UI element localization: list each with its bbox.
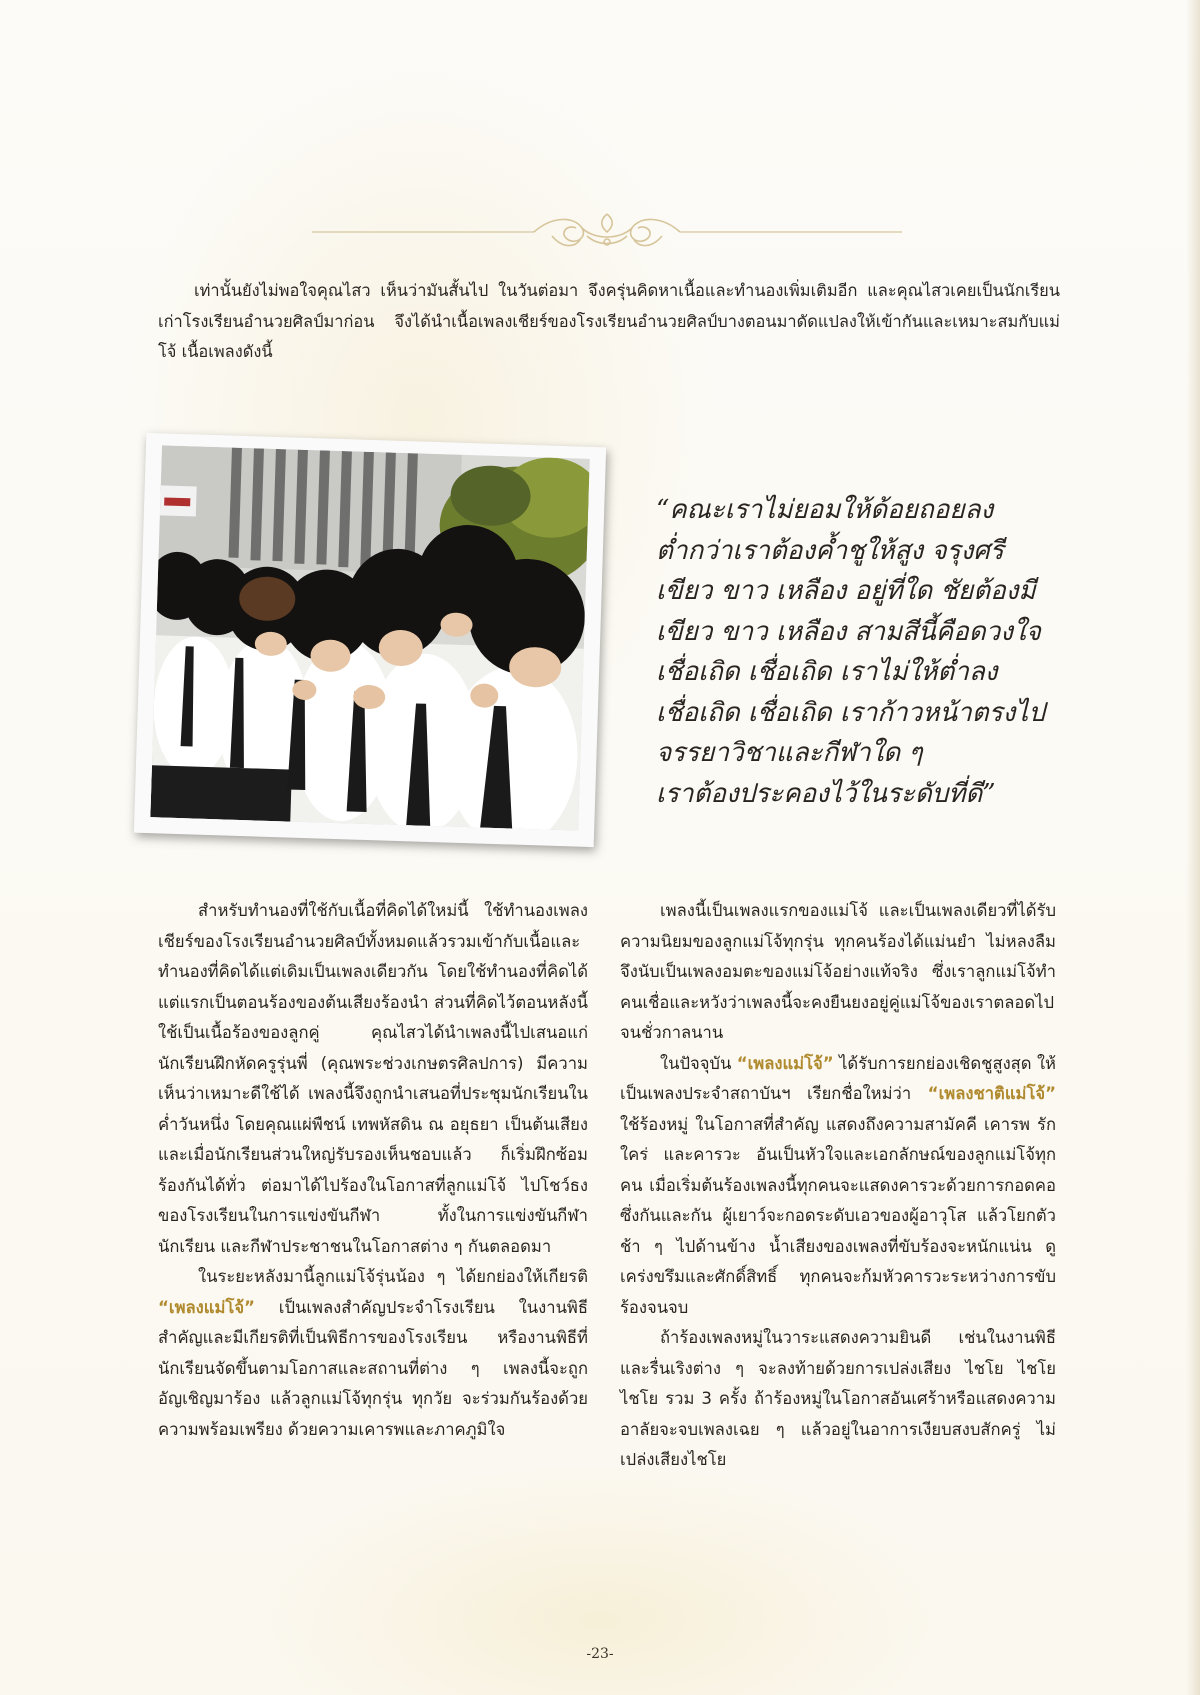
song-lyrics: [656, 490, 1086, 814]
lyric-line: เขียว ขาว เหลือง สามสีนี้คือดวงใจ: [656, 616, 1041, 647]
song-title-highlight: “เพลงแม่โจ้”: [736, 1053, 834, 1073]
lyric-line: “คณะเราไม่ยอมให้ด้อยถอยลง: [656, 495, 994, 525]
left-p2-text-a: ในระยะหลังมานี้ลูกแม่โจ้รุ่นน้อง ๆ ได้ยกย่องให้เกียรติ: [198, 1267, 588, 1286]
right-p2-text-a: ในปัจจุบัน: [660, 1053, 732, 1073]
lyric-line: เราต้องประคองไว้ในระดับที่ดี”: [656, 778, 996, 809]
lyric-line: เชื่อเถิด เชื่อเถิด เราไม่ให้ต่ำลง: [656, 657, 998, 687]
song-title-highlight: “เพลงแม่โจ้”: [158, 1297, 255, 1317]
right-column: [620, 896, 1056, 1476]
left-column: [158, 896, 588, 1445]
intro-paragraph: เท่านั้นยังไม่พอใจคุณไสว เห็นว่ามันสั้นไป ในวันต่อมา จึงครุ่นคิดหาเนื้อและทำนองเพิ่มเติมอีก และคุณไสวเคยเป็นนักเรียนเก่าโรงเรียนอำนวยศิลป์มาก่อน จึงได้นำเนื้อเพลงเชียร์ของโรงเรียนอำนวยศิลป์บางตอนมาดัดแปลงให้เข้ากันและเหมาะสมกับแม่โจ้ เนื้อเพลงดังนี้: [158, 281, 1060, 361]
students-bowing-photo: [150, 445, 589, 830]
right-p2-text-b: ได้รับการยกย่องเชิดชูสูงสุด ให้เป็นเพลงประจำสถาบันฯ เรียกชื่อใหม่ว่า: [620, 1053, 1056, 1103]
page-number: -23-: [586, 1646, 614, 1662]
photo-frame: [134, 433, 606, 847]
lyric-line: เชื่อเถิด เชื่อเถิด เราก้าวหน้าตรงไป: [656, 697, 1045, 728]
left-p2-text-b: เป็นเพลงสำคัญประจำโรงเรียน ในงานพิธีสำคัญและมีเกียรติที่เป็นพิธีการของโรงเรียน หรืองานพิธีที่นักเรียนจัดขึ้นตามโอกาสและสถานที่ต่าง ๆ เพลงนี้จะถูกอัญเชิญมาร้อง แล้วลูกแม่โจ้ทุกรุ่น ทุกวัย จะร่วมกันร้องด้วยความพร้อมเพรียง ด้วยความเคารพและภาคภูมิใจ: [158, 1297, 588, 1439]
lyric-line: จรรยาวิชาและกีฬาใด ๆ: [656, 738, 923, 768]
right-paragraph-2: [620, 1049, 1056, 1324]
left-paragraph-1: สำหรับทำนองที่ใช้กับเนื้อที่คิดได้ใหม่นี้ ใช้ทำนองเพลงเชียร์ของโรงเรียนอำนวยศิลป์ทั้งหมดแล้วรวมเข้ากับเนื้อและทำนองที่คิดได้แต่เดิมเป็นเพลงเดียวกัน โดยใช้ทำนองที่คิดได้แต่แรกเป็นตอนร้องของต้นเสียงร้องนำ ส่วนที่คิดไว้ตอนหลังนี้ใช้เป็นเนื้อร้องของลูกคู่ คุณไสวได้นำเพลงนี้ไปเสนอแก่นักเรียนฝึกหัดครูรุ่นพี่ (คุณพระช่วงเกษตรศิลปการ) มีความเห็นว่าเหมาะดีใช้ได้ เพลงนี้จึงถูกนำเสนอที่ประชุมนักเรียนในค่ำวันหนึ่ง โดยคุณแผ่พืชน์ เทพหัสดิน ณ อยุธยา เป็นต้นเสียง และเมื่อนักเรียนส่วนใหญ่รับรองเห็นชอบแล้ว ก็เริ่มฝึกซ้อมร้องกันได้ทั่ว ต่อมาได้ไปร้องในโอกาสที่ลูกแม่โจ้ ไปโชว์ธงของโรงเรียนในการแข่งขันกีฬา ทั้งในการแข่งขันกีฬานักเรียน และกีฬาประชาชนในโอกาสต่าง ๆ กันตลอดมา: [158, 901, 588, 1256]
lyric-line: เขียว ขาว เหลือง อยู่ที่ใด ชัยต้องมี: [656, 576, 1036, 606]
right-paragraph-1: เพลงนี้เป็นเพลงแรกของแม่โจ้ และเป็นเพลงเดียวที่ได้รับความนิยมของลูกแม่โจ้ทุกรุ่น ทุกคนร้องได้แม่นยำ ไม่หลงลืม จึงนับเป็นเพลงอมตะของแม่โจ้อย่างแท้จริง ซึ่งเราลูกแม่โจ้ทำคนเชื่อและหวังว่าเพลงนี้จะคงยืนยงอยู่คู่แม่โจ้ของเราตลอดไปจนชั่วกาลนาน: [620, 901, 1056, 1042]
anthem-title-highlight: “เพลงชาติแม่โจ้”: [927, 1084, 1056, 1103]
flourish-ornament: [312, 206, 902, 256]
page-edge-shadow: [1186, 0, 1200, 1695]
lyric-line: ต่ำกว่าเราต้องค้ำชูให้สูง จรุงศรี: [656, 535, 1004, 566]
left-paragraph-2: [158, 1262, 588, 1445]
right-p2-text-c: ใช้ร้องหมู่ ในโอกาสที่สำคัญ แสดงถึงความสามัคคี เคารพ รักใคร่ และคารวะ อันเป็นหัวใจและเอกลักษณ์ของลูกแม่โจ้ทุกคน เมื่อเริ่มต้นร้องเพลงนี้ทุกคนจะแสดงคารวะด้วยการกอดคอซึ่งกันและกัน ผู้เยาว์จะกอดระดับเอวของผู้อาวุโส แล้วโยกตัวช้า ๆ ไปด้านข้าง น้ำเสียงของเพลงที่ขับร้องจะหนักแน่น ดูเคร่งขรึมและศักดิ์สิทธิ์ ทุกคนจะก้มหัวคารวะระหว่างการขับร้องจนจบ: [620, 1114, 1056, 1317]
right-paragraph-3: ถ้าร้องเพลงหมู่ในวาระแสดงความยินดี เช่นในงานพิธีและรื่นเริงต่าง ๆ จะลงท้ายด้วยการเปล่งเสียง ไชโย ไชโย ไชโย รวม 3 ครั้ง ถ้าร้องหมู่ในโอกาสอันเศร้าหรือแสดงความอาลัยจะจบเพลงเฉย ๆ แล้วอยู่ในอาการเงียบสงบสักครู่ ไม่เปล่งเสียงไชโย: [620, 1328, 1056, 1469]
